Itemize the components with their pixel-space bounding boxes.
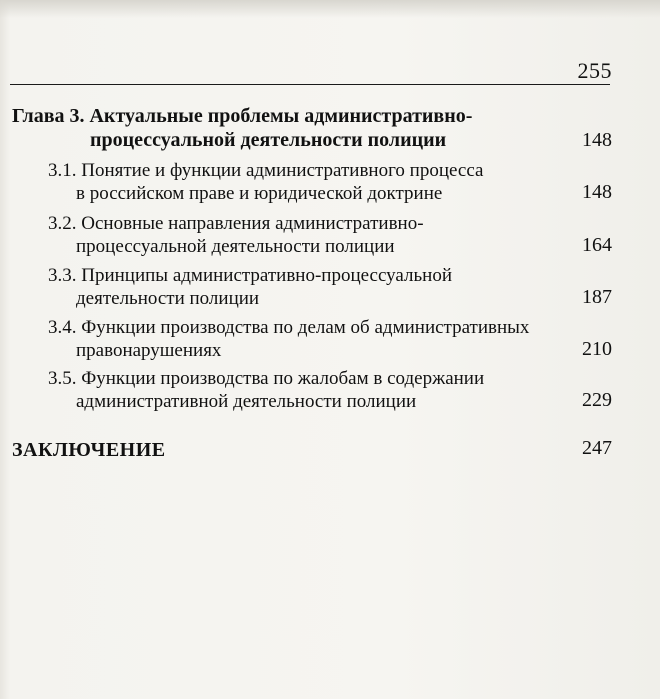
section-page-number: 164 bbox=[582, 234, 612, 256]
section-page-number: 148 bbox=[582, 181, 612, 203]
section-title-line-2: правонарушениях bbox=[76, 340, 222, 361]
section-title-line-1: 3.2. Основные направления административно- bbox=[48, 213, 424, 234]
page-number: 255 bbox=[577, 58, 612, 83]
section-title-line-2: процессуальной деятельности полиции bbox=[76, 236, 395, 257]
chapter-page-number: 148 bbox=[582, 129, 612, 151]
section-page-number: 210 bbox=[582, 338, 612, 360]
section-page-number: 187 bbox=[582, 286, 612, 308]
chapter-title-line-2: процессуальной деятельности полиции bbox=[90, 129, 447, 151]
section-title-line-1: 3.1. Понятие и функции административного процесса bbox=[48, 160, 484, 181]
section-title-line-2: административной деятельности полиции bbox=[76, 391, 417, 412]
section-title-line-1: 3.4. Функции производства по делам об административных bbox=[48, 317, 530, 338]
section-title-line-1: 3.5. Функции производства по жалобам в содержании bbox=[48, 368, 485, 389]
section-title-line-2: деятельности полиции bbox=[76, 288, 260, 309]
conclusion-page-number: 247 bbox=[582, 437, 612, 459]
chapter-title-line-1: Глава 3. Актуальные проблемы административно- bbox=[12, 105, 473, 127]
section-page-number: 229 bbox=[582, 389, 612, 411]
section-title-line-1: 3.3. Принципы административно-процессуальной bbox=[48, 265, 452, 286]
section-title-line-2: в российском праве и юридической доктрине bbox=[76, 183, 443, 204]
conclusion-title: ЗАКЛЮЧЕНИЕ bbox=[12, 439, 166, 461]
